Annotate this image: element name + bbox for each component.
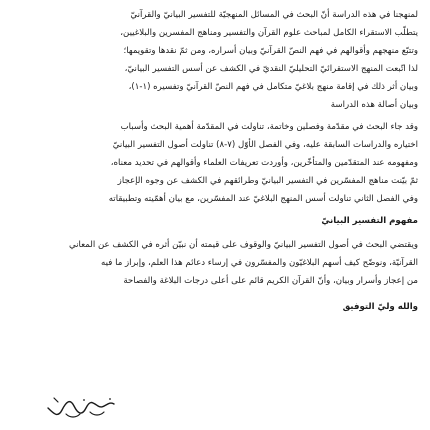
text-line: وفي الفصل الثاني تناولت أسس المنهج البلاغيّ عند المفسّرين، مع بيان أهمّيته وتطبيقاته — [108, 194, 418, 204]
paragraph-1 — [10, 6, 418, 114]
text-line: اختياره والدراسات السابقة عليه، وفي الفصل الأوّل (٧-٨) تناولت أصول التفسير البيانيّ — [112, 140, 418, 150]
text-line: من إعجاز وأسرار وبيان، وأنّ القرآن الكريم قائم على أعلى درجات البلاغة والفصاحة — [123, 276, 418, 286]
text-line: ومفهومه عند المتقدّمين والمتأخّرين، وأوردت تعريفات العلماء وأقوالهم في تحديد معناه، — [110, 158, 418, 168]
text-line: يتطلّب الاستقراء الكامل لمباحث علوم القرآن والتفسير ومناهج المفسرين والبلاغيين، — [120, 28, 418, 38]
text-line: القرآنيّة، ونوضّح كيف أسهم البلاغيّون والمفسّرون في إرساء دعائم هذا العلم، وإبراز ما فيه — [101, 258, 418, 268]
text-line: وبيان أثر ذلك في إقامة منهج بلاغيّ متكامل في فهم النصّ القرآنيّ وتفسيره (١-١)، — [128, 82, 418, 92]
document-body — [10, 6, 418, 316]
text-line: وقد جاء البحث في مقدّمة وفصلين وخاتمة، تناولت في المقدّمة أهمية البحث وأسباب — [120, 122, 418, 132]
paragraph-3 — [10, 236, 418, 290]
text-line: لمنهجنا في هذه الدراسة أنّ البحث في المسائل المنهجيّة للتفسير البيانيّ والقرآنيّ — [130, 10, 418, 20]
closing-phrase: والله وليّ التوفيق — [342, 302, 418, 312]
handwritten-signature — [44, 396, 118, 420]
text-line: ثمّ بيّنت مناهج المفسّرين في التفسير البيانيّ وطرائقهم في الكشف عن وجوه الإعجاز — [117, 176, 418, 186]
paragraph-2 — [10, 118, 418, 208]
text-line: وتتبّع منهجهم وأقوالهم في فهم النصّ القرآنيّ وبيان أسراره، ومن ثمّ نقدها وتقويمها؛ — [123, 46, 418, 56]
section-heading: مفهوم التفسير البيانيّ — [321, 216, 418, 226]
text-line: ويقتضي البحث في أصول التفسير البيانيّ والوقوف على قيمته أن نبيّن أثره في الكشف عن المعاني — [68, 240, 418, 250]
text-line: لذا اتّبعت المنهج الاستقرائيّ التحليليّ النقديّ في الكشف عن أسس التفسير البيانيّ، — [124, 64, 418, 74]
text-line: وبيان أصالة هذه الدراسة — [330, 100, 418, 110]
